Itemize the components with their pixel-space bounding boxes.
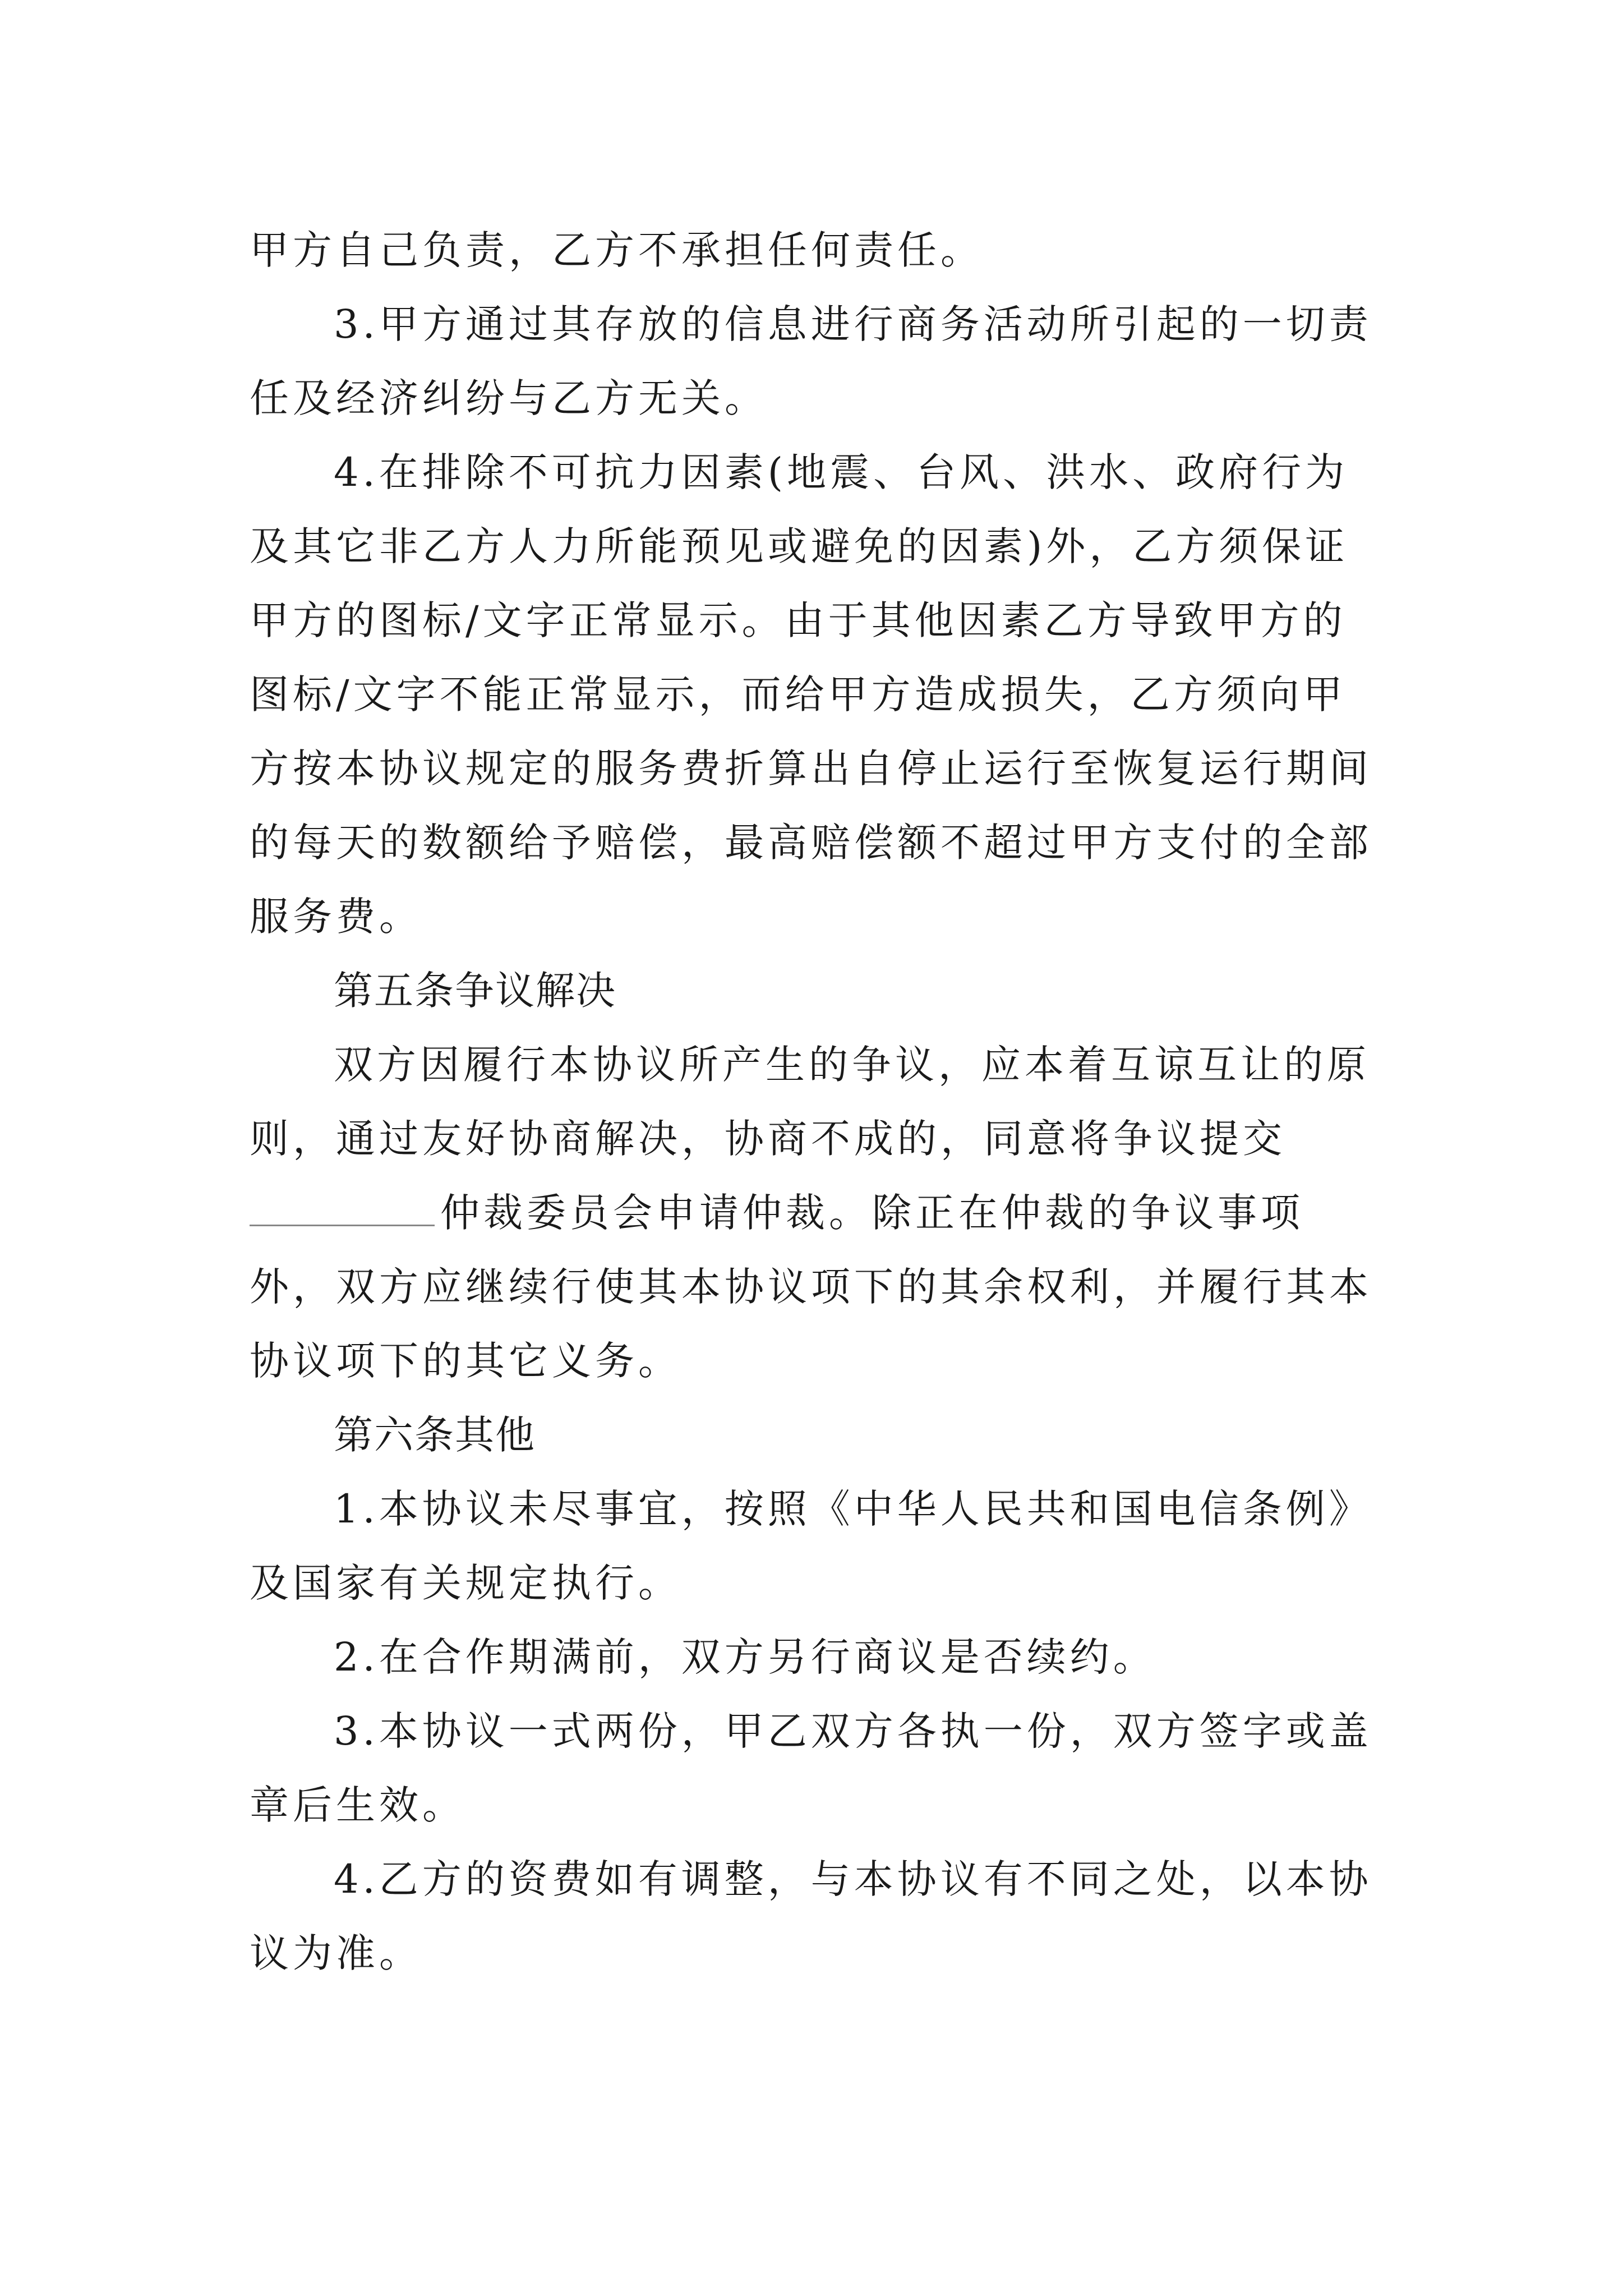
article-5-text-a: 双方因履行本协议所产生的争议，应本着互谅互让的原则，通过友好协商解决，协商不成的，同意将争议提交 xyxy=(250,1042,1370,1162)
article-5-text-b: 仲裁委员会申请仲裁。除正在仲裁的争议事项外，双方应继续行使其本协议项下的其余权利，并履行其本协议项下的其它义务。 xyxy=(250,1190,1372,1384)
clause-6-3: 3.本协议一式两份，甲乙双方各执一份，双方签字或盖章后生效。 xyxy=(250,1708,1372,1828)
document-body xyxy=(250,213,1377,1990)
clause-6-2: 2.在合作期满前，双方另行商议是否续约。 xyxy=(334,1634,1156,1680)
clause-6-1: 1.本协议未尽事宜，按照《中华人民共和国电信条例》及国家有关规定执行。 xyxy=(250,1486,1372,1606)
arbitration-blank xyxy=(250,1185,435,1226)
article-5-body xyxy=(250,1028,1377,1398)
paragraph-liability-end: 甲方自己负责，乙方不承担任何责任。 xyxy=(250,227,984,273)
clause-4-3: 3.甲方通过其存放的信息进行商务活动所引起的一切责任及经济纠纷与乙方无关。 xyxy=(250,301,1372,421)
article-6-heading: 第六条其他 xyxy=(334,1412,536,1458)
clause-4-4: 4.在排除不可抗力因素(地震、台风、洪水、政府行为及其它非乙方人力所能预见或避免的因素)外，乙方须保证甲方的图标/文字正常显示。由于其他因素乙方导致甲方的图标/文字不能正常显示，而给甲方造成损失，乙方须向甲方按本协议规定的服务费折算出自停止运行至恢复运行期间的每天的数额给予赔偿，最高赔偿额不超过甲方支付的全部服务费。 xyxy=(250,449,1372,940)
clause-6-4: 4.乙方的资费如有调整，与本协议有不同之处，以本协议为准。 xyxy=(250,1856,1372,1976)
article-5-heading: 第五条争议解决 xyxy=(334,968,616,1014)
